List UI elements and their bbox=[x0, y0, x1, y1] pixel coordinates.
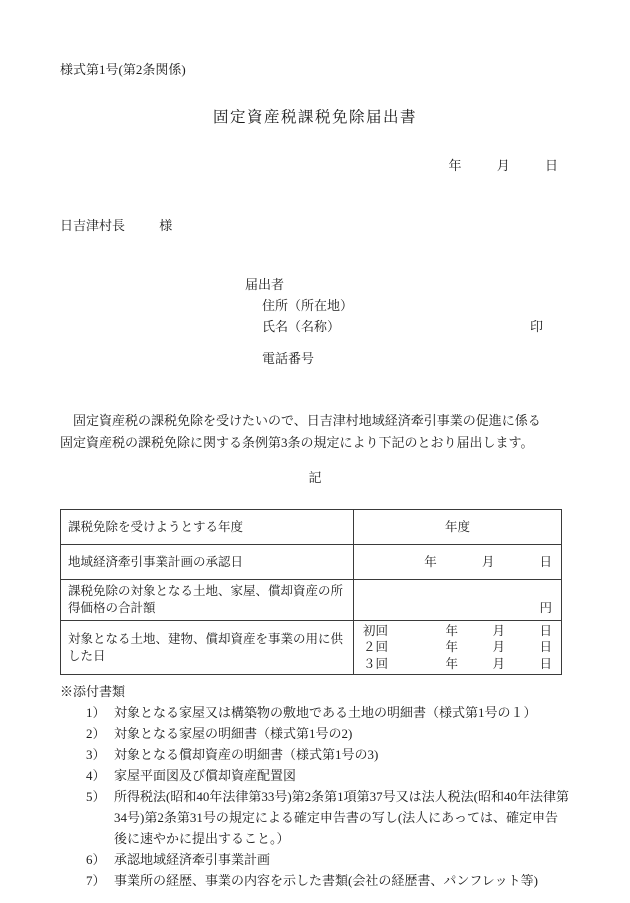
attachment-7-number: 7） bbox=[86, 873, 106, 889]
table-row-service-dates bbox=[61, 621, 562, 675]
attachment-4-number: 4） bbox=[86, 768, 106, 784]
service-date-entry-3 bbox=[363, 656, 552, 672]
declarant-block bbox=[245, 274, 570, 369]
header-date-line bbox=[60, 158, 570, 174]
approval-day-label: 日 bbox=[539, 554, 552, 569]
entry-1-year-label: 年 bbox=[445, 624, 458, 638]
declarant-label: 届出者 bbox=[245, 277, 285, 292]
addressee-name: 日吉津村長 bbox=[60, 218, 126, 233]
attachment-item-2 bbox=[86, 723, 570, 744]
entry-1-day-label: 日 bbox=[539, 624, 552, 638]
approval-month-label: 月 bbox=[481, 554, 495, 569]
attachment-7-text: 事業所の経歴、事業の内容を示した書類(会社の経歴書、パンフレット等) bbox=[114, 873, 539, 889]
attachment-item-6 bbox=[86, 849, 570, 870]
entry-2-seq: ２回 bbox=[363, 640, 389, 655]
approval-date-label: 地域経済牽引事業計画の承認日 bbox=[61, 545, 354, 580]
record-heading: 記 bbox=[308, 470, 322, 485]
entry-2-month-label: 月 bbox=[492, 640, 505, 655]
service-dates-value bbox=[354, 621, 562, 675]
entry-2-day-label: 日 bbox=[539, 640, 552, 655]
attachments-heading: ※添付書類 bbox=[60, 684, 126, 700]
attachment-item-1 bbox=[86, 702, 570, 723]
header-date-year-label: 年 bbox=[448, 158, 462, 173]
entry-3-year-label: 年 bbox=[445, 656, 458, 671]
approval-date-value bbox=[354, 545, 562, 580]
fiscal-year-value: 年度 bbox=[354, 510, 562, 545]
declarant-phone-label: 電話番号 bbox=[262, 351, 315, 366]
service-date-entry-2 bbox=[363, 639, 552, 655]
entry-3-month-label: 月 bbox=[492, 656, 505, 671]
attachment-6-number: 6） bbox=[86, 852, 106, 868]
attachment-5-text: 所得税法(昭和40年法律第33号)第2条第1項第37号又は法人税法(昭和40年法律第34号)第2条第31号の規定による確定申告書の写し(法人にあっては、確定申告後に速やかに提出すること。） bbox=[114, 789, 569, 847]
approval-year-label: 年 bbox=[424, 554, 437, 569]
total-value-unit: 円 bbox=[354, 580, 562, 621]
entry-3-seq: ３回 bbox=[363, 656, 389, 671]
entry-3-day-label: 日 bbox=[539, 656, 552, 671]
table-row-total-value bbox=[61, 580, 562, 621]
table-row-approval-date bbox=[61, 545, 562, 580]
service-dates-label: 対象となる土地、建物、償却資産を事業の用に供した日 bbox=[61, 621, 354, 675]
attachment-item-4 bbox=[86, 765, 570, 786]
attachment-item-7 bbox=[86, 870, 570, 891]
header-date-day-label: 日 bbox=[544, 158, 558, 173]
declarant-name-line bbox=[262, 316, 543, 337]
header-date-month-label: 月 bbox=[496, 158, 510, 173]
attachment-4-text: 家屋平面図及び償却資産配置図 bbox=[114, 768, 297, 784]
exemption-table bbox=[60, 509, 562, 675]
fiscal-year-label: 課税免除を受けようとする年度 bbox=[61, 510, 354, 545]
attachment-2-text: 対象となる家屋の明細書（様式第1号の2) bbox=[114, 726, 353, 742]
attachment-6-text: 承認地域経済牽引事業計画 bbox=[114, 852, 271, 868]
service-date-entry-1 bbox=[363, 623, 552, 639]
table-row-fiscal-year bbox=[61, 510, 562, 545]
attachments-section bbox=[60, 681, 570, 891]
attachment-item-3 bbox=[86, 744, 570, 765]
addressee-honorific: 様 bbox=[159, 218, 173, 233]
form-number: 様式第1号(第2条関係) bbox=[60, 62, 186, 77]
addressee-line bbox=[60, 218, 570, 234]
attachment-3-number: 3） bbox=[86, 747, 106, 763]
declarant-address-label: 住所（所在地） bbox=[262, 298, 354, 313]
body-line-2: 固定資産税の課税免除に関する条例第3条の規定により下記のとおり届出します。 bbox=[60, 434, 534, 450]
attachment-5-number: 5） bbox=[86, 789, 106, 805]
seal-mark: 印 bbox=[529, 319, 543, 334]
entry-1-month-label: 月 bbox=[492, 624, 505, 638]
attachment-1-number: 1） bbox=[86, 705, 106, 721]
attachment-2-number: 2） bbox=[86, 726, 106, 742]
declarant-name-label: 氏名（名称） bbox=[262, 319, 341, 334]
attachment-1-text: 対象となる家屋又は構築物の敷地である土地の明細書（様式第1号の１） bbox=[114, 705, 537, 721]
entry-2-year-label: 年 bbox=[445, 640, 458, 655]
page-title: 固定資産税課税免除届出書 bbox=[212, 109, 417, 126]
attachment-3-text: 対象となる償却資産の明細書（様式第1号の3) bbox=[114, 747, 379, 763]
attachment-item-5 bbox=[86, 786, 570, 849]
entry-1-seq: 初回 bbox=[363, 624, 389, 638]
total-value-label: 課税免除の対象となる土地、家屋、償却資産の所得価格の合計額 bbox=[61, 580, 354, 621]
body-line-1: 固定資産税の課税免除を受けたいので、日吉津村地域経済牽引事業の促進に係る bbox=[73, 413, 541, 428]
body-paragraph bbox=[60, 410, 570, 453]
